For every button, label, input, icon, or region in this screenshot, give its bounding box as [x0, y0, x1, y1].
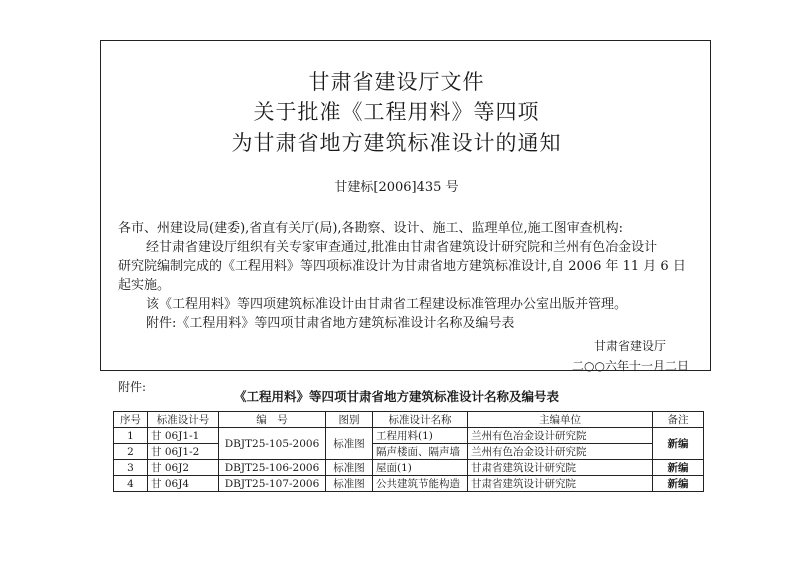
cell-type: 标准图 [326, 460, 373, 476]
cell-std-no: 甘 06J4 [148, 476, 219, 492]
header-org: 主编单位 [468, 412, 653, 428]
header-code: 编 号 [219, 412, 326, 428]
header-std-no: 标准设计号 [148, 412, 219, 428]
cell-no: 4 [114, 476, 148, 492]
cell-org: 甘肃省建筑设计研究院 [468, 476, 653, 492]
cell-note: 新编 [653, 460, 704, 476]
standards-table [113, 411, 704, 492]
cell-code: DBJT25-107-2006 [219, 476, 326, 492]
paragraph-1-line-2: 研究院编制完成的《工程用料》等四项标准设计为甘肃省地方建筑标准设计,自 2006 年 11 月 6 日 [118, 259, 686, 274]
table-row [114, 460, 704, 476]
table-header-row [114, 412, 704, 428]
cell-code: DBJT25-106-2006 [219, 460, 326, 476]
cell-std-no: 甘 06J1-2 [148, 444, 219, 460]
cell-note: 新编 [653, 428, 704, 460]
header-type: 图别 [326, 412, 373, 428]
table-row [114, 476, 704, 492]
cell-name: 工程用料(1) [373, 428, 468, 444]
addressees: 各市、州建设局(建委),省直有关厅(局),各勘察、设计、施工、监理单位,施工图审查机构: [118, 221, 624, 236]
table-row [114, 428, 704, 444]
paragraph-2: 该《工程用料》等四项建筑标准设计由甘肃省工程建设标准管理办公室出版并管理。 [146, 297, 628, 312]
issuer: 甘肃省建设厅 [594, 339, 667, 353]
cell-code: DBJT25-105-2006 [219, 428, 326, 460]
header-no: 序号 [114, 412, 148, 428]
cell-org: 兰州有色冶金设计研究院 [468, 444, 653, 460]
cell-type: 标准图 [326, 476, 373, 492]
cell-type: 标准图 [326, 428, 373, 460]
cell-name: 公共建筑节能构造 [373, 476, 468, 492]
title-line-3: 为甘肃省地方建筑标准设计的通知 [231, 131, 562, 155]
paragraph-3: 附件:《工程用料》等四项甘肃省地方建筑标准设计名称及编号表 [146, 316, 515, 331]
issue-date: 二○○六年十一月二日 [572, 359, 689, 373]
paragraph-1-line-3: 起实施。 [118, 278, 171, 293]
table-caption: 《工程用料》等四项甘肃省地方建筑标准设计名称及编号表 [233, 389, 559, 404]
cell-name: 屋面(1) [373, 460, 468, 476]
cell-no: 3 [114, 460, 148, 476]
cell-note: 新编 [653, 476, 704, 492]
header-name: 标准设计名称 [373, 412, 468, 428]
cell-no: 1 [114, 428, 148, 444]
cell-no: 2 [114, 444, 148, 460]
table-row [114, 444, 704, 460]
header-note: 备注 [653, 412, 704, 428]
attachment-label: 附件: [118, 380, 147, 394]
title-line-1: 甘肃省建设厅文件 [308, 70, 485, 94]
cell-org: 兰州有色冶金设计研究院 [468, 428, 653, 444]
paragraph-1-line-1: 经甘肃省建设厅组织有关专家审查通过,批准由甘肃省建筑设计研究院和兰州有色冶金设计 [146, 240, 658, 255]
cell-org: 甘肃省建筑设计研究院 [468, 460, 653, 476]
doc-number: 甘建标[2006]435 号 [334, 180, 459, 195]
cell-std-no: 甘 06J2 [148, 460, 219, 476]
cell-name: 隔声楼面、隔声墙 [373, 444, 468, 460]
title-line-2: 关于批准《工程用料》等四项 [253, 100, 540, 124]
cell-std-no: 甘 06J1-1 [148, 428, 219, 444]
